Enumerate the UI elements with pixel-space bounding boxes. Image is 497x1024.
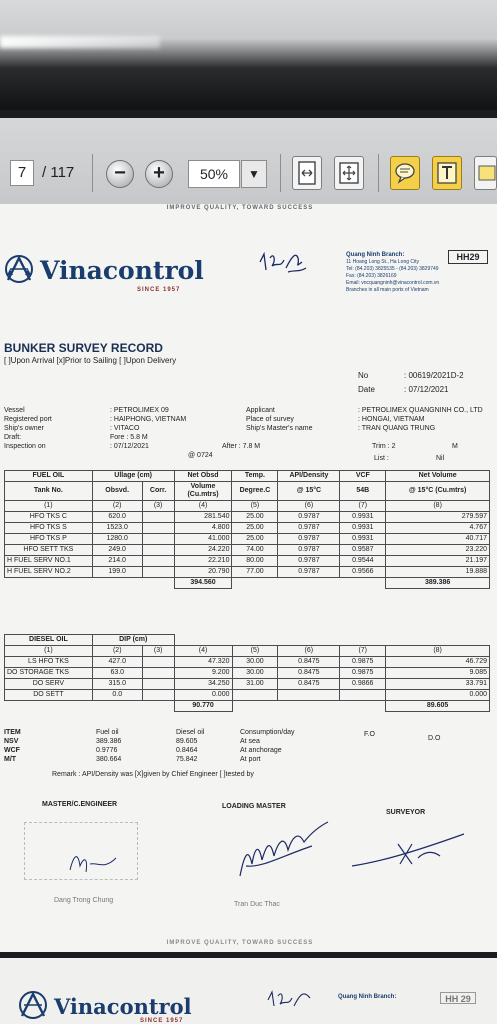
table-cell bbox=[278, 690, 340, 701]
table-total-row bbox=[5, 578, 490, 589]
fit-page-button[interactable] bbox=[292, 156, 322, 190]
table-cell: HFO TKS S bbox=[5, 523, 93, 534]
text-note-icon bbox=[435, 160, 459, 186]
record-date-value: : 07/12/2021 bbox=[404, 385, 449, 394]
table-cell: 214.0 bbox=[92, 556, 142, 567]
summary-label: M/T bbox=[4, 756, 17, 763]
vessel-info-labels bbox=[4, 406, 104, 451]
header-cell: (7) bbox=[340, 501, 386, 512]
table-row bbox=[5, 523, 490, 534]
header-cell: (3) bbox=[142, 646, 174, 657]
table-cell bbox=[142, 545, 174, 556]
header-cell: (8) bbox=[386, 501, 490, 512]
header-cell: (4) bbox=[174, 501, 232, 512]
page-number-input[interactable]: 7 bbox=[10, 160, 34, 186]
header-cell: (2) bbox=[92, 501, 142, 512]
summary-value: 389.386 bbox=[96, 738, 122, 745]
vinacontrol-logo-icon bbox=[18, 990, 54, 1020]
highlight-icon bbox=[476, 160, 496, 186]
table-cell: 0.000 bbox=[386, 690, 490, 701]
summary-label: ITEM bbox=[4, 729, 21, 736]
header-cell: (5) bbox=[232, 501, 278, 512]
zoom-in-button[interactable]: + bbox=[145, 160, 173, 188]
branch-name: Quang Ninh Branch: bbox=[346, 252, 405, 258]
consumption-label: At anchorage bbox=[240, 747, 282, 754]
summary-label: WCF bbox=[4, 747, 20, 754]
summary-header: Diesel oil bbox=[176, 729, 205, 736]
fit-width-icon bbox=[337, 160, 361, 186]
since-year: SINCE 1957 bbox=[137, 287, 181, 293]
table-cell: 0.8475 bbox=[278, 668, 340, 679]
record-title: BUNKER SURVEY RECORD bbox=[4, 341, 163, 355]
header-cell: VCF bbox=[340, 471, 386, 482]
info-label: Draft: bbox=[4, 434, 22, 441]
total-obsd-volume: 90.770 bbox=[174, 701, 232, 712]
header-cell: DIP (cm) bbox=[92, 635, 174, 646]
table-cell bbox=[142, 523, 174, 534]
info-value: : PETROLIMEX QUANGNINH CO., LTD bbox=[358, 407, 483, 414]
info-label: Inspection on bbox=[4, 443, 46, 450]
total-net-volume: 389.386 bbox=[386, 578, 490, 589]
summary-header: Fuel oil bbox=[96, 729, 119, 736]
more-tools-button[interactable] bbox=[474, 156, 497, 190]
speech-bubble-icon bbox=[393, 161, 417, 185]
table-cell: 0.9787 bbox=[278, 567, 340, 578]
pdf-toolbar bbox=[0, 118, 497, 204]
fit-page-icon bbox=[296, 160, 318, 186]
table-cell: 20.790 bbox=[174, 567, 232, 578]
table-cell: 281.540 bbox=[174, 512, 232, 523]
branch-line: Branches in all main ports of Vietnam bbox=[346, 287, 429, 293]
table-cell: 0.9787 bbox=[278, 534, 340, 545]
header-cell: (2) bbox=[92, 646, 142, 657]
table-cell: 0.9875 bbox=[340, 668, 386, 679]
record-date-label: Date bbox=[358, 385, 375, 394]
table-cell bbox=[232, 690, 278, 701]
table-cell: 9.200 bbox=[174, 668, 232, 679]
table-header-row bbox=[5, 635, 490, 646]
table-row bbox=[5, 657, 490, 668]
info-value: : VITACO bbox=[110, 425, 140, 432]
table-cell: 34.250 bbox=[174, 679, 232, 690]
header-cell: Degree.C bbox=[232, 482, 278, 501]
total-net-volume: 89.605 bbox=[386, 701, 490, 712]
handwritten-initials bbox=[258, 248, 310, 278]
comment-button[interactable] bbox=[390, 156, 420, 190]
table-cell: 0.9787 bbox=[278, 523, 340, 534]
table-cell bbox=[142, 534, 174, 545]
table-cell: H FUEL SERV NO.2 bbox=[5, 567, 93, 578]
table-cell bbox=[142, 679, 174, 690]
table-row bbox=[5, 567, 490, 578]
table-cell: 74.00 bbox=[232, 545, 278, 556]
do-label: D.O bbox=[428, 735, 441, 742]
table-cell: H FUEL SERV NO.1 bbox=[5, 556, 93, 567]
header-cell: 54B bbox=[340, 482, 386, 501]
table-cell: 80.00 bbox=[232, 556, 278, 567]
table-cell: 279.597 bbox=[386, 512, 490, 523]
remark: Remark : API/Density was [X]given by Chief Engineer [ ]tested by bbox=[52, 771, 254, 778]
zoom-dropdown-icon[interactable]: ▼ bbox=[241, 160, 267, 188]
header-cell: (3) bbox=[142, 501, 174, 512]
summary-value: 75.842 bbox=[176, 756, 198, 763]
branch-line: 11 Hoang Long St., Ha Long City bbox=[346, 259, 420, 265]
light-glare bbox=[0, 36, 160, 48]
header-cell: (4) bbox=[174, 646, 232, 657]
summary-value: 380.664 bbox=[96, 756, 122, 763]
slogan-footer: IMPROVE QUALITY, TOWARD SUCCESS bbox=[166, 940, 314, 946]
table-cell: DO SETT bbox=[5, 690, 93, 701]
table-cell: 0.9931 bbox=[340, 523, 386, 534]
summary-value: 0.9776 bbox=[96, 747, 118, 754]
summary-value: 89.605 bbox=[176, 738, 198, 745]
table-total-row bbox=[5, 701, 490, 712]
table-cell: HFO TKS C bbox=[5, 512, 93, 523]
surveyor-signature bbox=[348, 828, 468, 874]
header-cell: (1) bbox=[5, 646, 93, 657]
header-cell: API/Density bbox=[278, 471, 340, 482]
summary-label: NSV bbox=[4, 738, 19, 745]
company-logo-text: Vinacontrol bbox=[54, 994, 192, 1019]
fit-width-button[interactable] bbox=[334, 156, 364, 190]
toolbar-divider bbox=[378, 154, 379, 192]
applicant-values bbox=[358, 406, 496, 433]
table-cell: HFO SETT TKS bbox=[5, 545, 93, 556]
table-cell: 0.9787 bbox=[278, 545, 340, 556]
master-signature bbox=[64, 844, 124, 878]
consumption-label: At port bbox=[240, 756, 261, 763]
loading-master-signature bbox=[232, 816, 332, 886]
branch-line: Fax: (84.203) 3826169 bbox=[346, 273, 397, 279]
branch-line: Tel: (84.203) 3825535 - (84.203) 3829749 bbox=[346, 266, 439, 272]
table-cell: 77.00 bbox=[232, 567, 278, 578]
table-cell bbox=[142, 657, 174, 668]
diesel-oil-table bbox=[4, 634, 490, 712]
page-total: / 117 bbox=[42, 164, 75, 181]
table-cell: 47.320 bbox=[174, 657, 232, 668]
header-cell: Obsvd. bbox=[92, 482, 142, 501]
table-cell: HFO TKS P bbox=[5, 534, 93, 545]
table-cell: 0.8475 bbox=[278, 657, 340, 668]
table-cell: 0.9587 bbox=[340, 545, 386, 556]
table-header-row bbox=[5, 646, 490, 657]
table-cell: 41.000 bbox=[174, 534, 232, 545]
info-label: Registered port bbox=[4, 416, 52, 423]
header-cell: (5) bbox=[232, 646, 278, 657]
document-code: HH29 bbox=[448, 250, 488, 264]
table-cell: 21.197 bbox=[386, 556, 490, 567]
document-page bbox=[0, 204, 497, 952]
table-cell: 1523.0 bbox=[92, 523, 142, 534]
info-label: Place of survey bbox=[246, 416, 294, 423]
info-value: : PETROLIMEX 09 bbox=[110, 407, 169, 414]
table-header-row bbox=[5, 482, 490, 501]
table-cell: 30.00 bbox=[232, 657, 278, 668]
info-label: Ship's owner bbox=[4, 425, 44, 432]
table-cell: 46.729 bbox=[386, 657, 490, 668]
table-cell bbox=[142, 556, 174, 567]
toolbar-divider bbox=[92, 154, 93, 192]
since-year: SINCE 1957 bbox=[140, 1018, 184, 1024]
table-cell: 0.000 bbox=[174, 690, 232, 701]
table-cell: 25.00 bbox=[232, 523, 278, 534]
draft-after: After : 7.8 M bbox=[222, 443, 261, 450]
info-value: Fore : 5.8 M bbox=[110, 434, 148, 441]
table-cell: 0.9566 bbox=[340, 567, 386, 578]
header-cell: Tank No. bbox=[5, 482, 93, 501]
table-cell: 199.0 bbox=[92, 567, 142, 578]
table-cell: 0.9787 bbox=[278, 512, 340, 523]
table-cell: 0.9875 bbox=[340, 657, 386, 668]
header-cell: Corr. bbox=[142, 482, 174, 501]
header-cell: FUEL OIL bbox=[5, 471, 93, 482]
table-cell: 4.800 bbox=[174, 523, 232, 534]
table-cell: 19.888 bbox=[386, 567, 490, 578]
table-cell: DO STORAGE TKS bbox=[5, 668, 93, 679]
header-cell: DIESEL OIL bbox=[5, 635, 93, 646]
table-cell: 0.9931 bbox=[340, 534, 386, 545]
record-no-label: No bbox=[358, 371, 369, 380]
info-value: : HONGAI, VIETNAM bbox=[358, 416, 425, 423]
summary-diesel-column bbox=[176, 728, 204, 764]
total-obsd-volume: 394.560 bbox=[174, 578, 232, 589]
list-label: List : bbox=[374, 455, 389, 462]
header-cell: @ 15°C bbox=[278, 482, 340, 501]
zoom-level-input[interactable]: 50% bbox=[188, 160, 240, 188]
table-cell: 63.0 bbox=[92, 668, 142, 679]
table-cell: 25.00 bbox=[232, 534, 278, 545]
table-cell bbox=[142, 668, 174, 679]
header-cell: @ 15°C (Cu.mtrs) bbox=[386, 482, 490, 501]
handwritten-initials bbox=[266, 988, 314, 1012]
info-value: : HAIPHONG, VIETNAM bbox=[110, 416, 187, 423]
info-label: Applicant bbox=[246, 407, 275, 414]
summary-value: 0.8464 bbox=[176, 747, 198, 754]
table-cell: 9.085 bbox=[386, 668, 490, 679]
info-value: : 07/12/2021 bbox=[110, 443, 149, 450]
header-cell: (8) bbox=[386, 646, 490, 657]
table-row bbox=[5, 556, 490, 567]
table-cell: 40.717 bbox=[386, 534, 490, 545]
record-no-value: : 00619/2021D-2 bbox=[404, 371, 464, 380]
table-cell: 31.00 bbox=[232, 679, 278, 690]
header-cell: (6) bbox=[278, 646, 340, 657]
table-cell: 315.0 bbox=[92, 679, 142, 690]
consumption-labels bbox=[240, 728, 294, 764]
vinacontrol-logo-icon bbox=[4, 254, 40, 284]
header-cell: Ullage (cm) bbox=[92, 471, 174, 482]
table-row bbox=[5, 534, 490, 545]
table-cell: 0.9931 bbox=[340, 512, 386, 523]
master-name: Dang Trong Chung bbox=[54, 897, 114, 904]
table-header-row bbox=[5, 471, 490, 482]
info-value: : TRAN QUANG TRUNG bbox=[358, 425, 436, 432]
next-document-page bbox=[0, 958, 497, 1024]
consumption-label: Consumption/day bbox=[240, 729, 295, 736]
list-value: Nil bbox=[436, 455, 445, 462]
header-cell: Net Obsd bbox=[174, 471, 232, 482]
applicant-labels bbox=[246, 406, 356, 433]
info-label: Vessel bbox=[4, 407, 25, 414]
header-cell: Volume (Cu.mtrs) bbox=[174, 482, 232, 501]
table-row bbox=[5, 668, 490, 679]
table-cell: 0.0 bbox=[92, 690, 142, 701]
table-cell: 22.210 bbox=[174, 556, 232, 567]
toolbar-divider bbox=[280, 154, 281, 192]
header-cell: (7) bbox=[340, 646, 386, 657]
table-cell: 0.9787 bbox=[278, 556, 340, 567]
consumption-label: At sea bbox=[240, 738, 260, 745]
table-row bbox=[5, 545, 490, 556]
table-cell: 24.220 bbox=[174, 545, 232, 556]
table-row bbox=[5, 679, 490, 690]
fo-label: F.O bbox=[364, 731, 375, 738]
fuel-oil-table bbox=[4, 470, 490, 589]
table-cell: 25.00 bbox=[232, 512, 278, 523]
header-cell: Net Volume bbox=[386, 471, 490, 482]
summary-item-labels bbox=[4, 728, 21, 764]
trim-value: Trim : 2 bbox=[372, 443, 396, 450]
summary-fuel-column bbox=[96, 728, 121, 764]
table-cell bbox=[142, 567, 174, 578]
surveyor-label: SURVEYOR bbox=[386, 809, 426, 816]
master-label: MASTER/C.ENGINEER bbox=[42, 801, 118, 808]
branch-line: Email: vncquangninh@vinacontrol.com.vn bbox=[346, 280, 440, 286]
table-row bbox=[5, 690, 490, 701]
record-subtitle: [ ]Upon Arrival [x]Prior to Sailing [ ]Upon Delivery bbox=[4, 356, 177, 365]
table-cell bbox=[340, 690, 386, 701]
header-cell: (1) bbox=[5, 501, 93, 512]
table-cell: 30.00 bbox=[232, 668, 278, 679]
table-cell: 33.791 bbox=[386, 679, 490, 690]
table-cell: 0.8475 bbox=[278, 679, 340, 690]
loading-master-label: LOADING MASTER bbox=[222, 803, 286, 810]
document-code: HH 29 bbox=[440, 992, 476, 1004]
slogan-strip: IMPROVE QUALITY, TOWARD SUCCESS bbox=[166, 205, 314, 211]
table-cell: 1280.0 bbox=[92, 534, 142, 545]
table-cell: 0.9544 bbox=[340, 556, 386, 567]
table-cell: 427.0 bbox=[92, 657, 142, 668]
company-logo-text: Vinacontrol bbox=[40, 256, 204, 285]
table-cell: 620.0 bbox=[92, 512, 142, 523]
table-cell: 4.767 bbox=[386, 523, 490, 534]
branch-name: Quang Ninh Branch: bbox=[338, 994, 397, 1000]
table-cell bbox=[142, 512, 174, 523]
header-cell: Temp. bbox=[232, 471, 278, 482]
table-cell: 0.9866 bbox=[340, 679, 386, 690]
photo-background bbox=[0, 0, 497, 110]
table-row bbox=[5, 512, 490, 523]
table-cell: LS HFO TKS bbox=[5, 657, 93, 668]
table-header-row bbox=[5, 501, 490, 512]
header-cell: (6) bbox=[278, 501, 340, 512]
text-note-button[interactable] bbox=[432, 156, 462, 190]
zoom-out-button[interactable]: − bbox=[106, 160, 134, 188]
inspection-time: @ 0724 bbox=[188, 452, 213, 459]
trim-unit: M bbox=[452, 443, 458, 450]
loading-master-name: Tran Duc Thac bbox=[234, 901, 280, 908]
table-cell: 249.0 bbox=[92, 545, 142, 556]
table-cell bbox=[142, 690, 174, 701]
table-cell: DO SERV bbox=[5, 679, 93, 690]
table-cell: 23.220 bbox=[386, 545, 490, 556]
info-label: Ship's Master's name bbox=[246, 425, 313, 432]
